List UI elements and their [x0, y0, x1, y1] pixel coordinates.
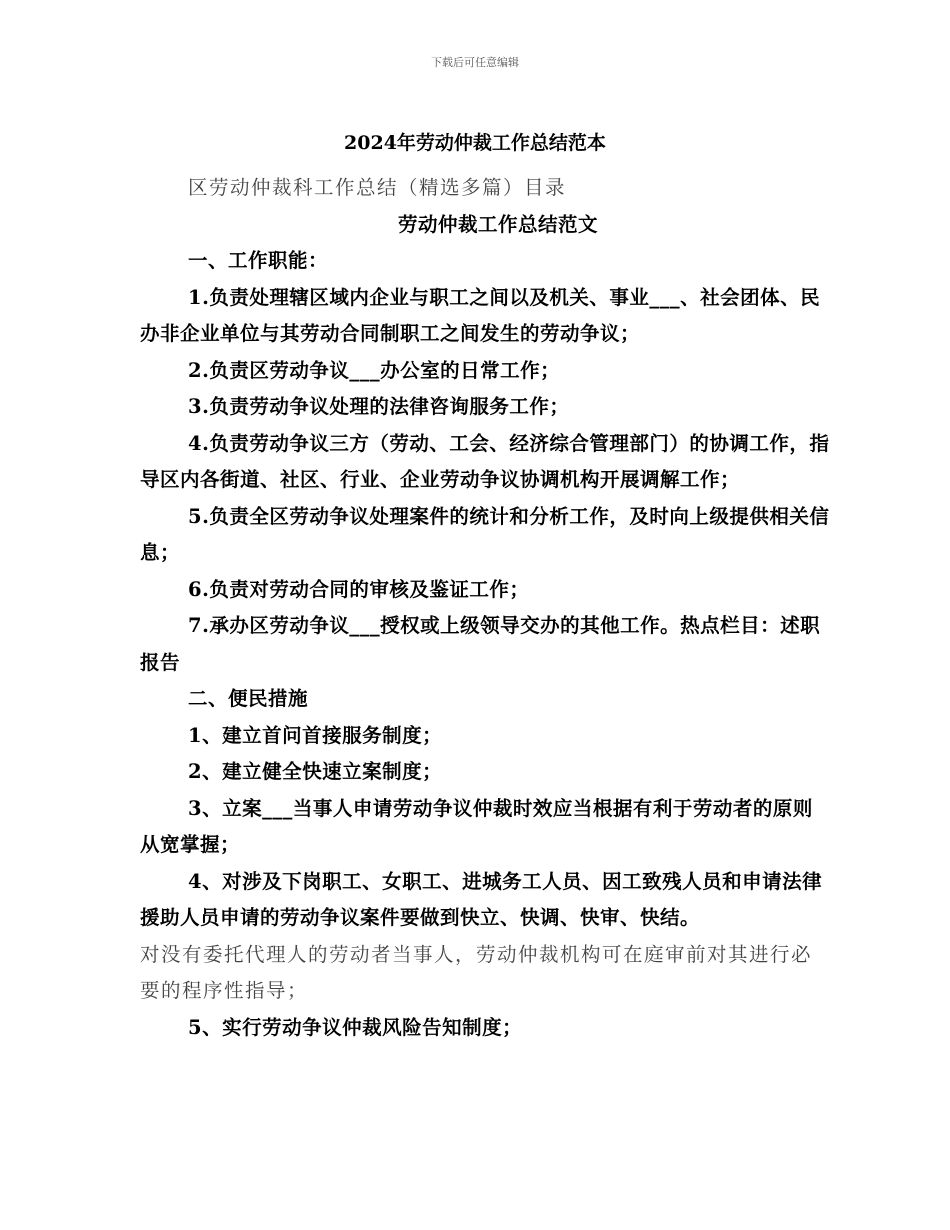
paragraph-measure-4-plain: 对没有委托代理人的劳动者当事人，劳动仲裁机构可在庭审前对其进行必要的程序性指导； — [140, 942, 813, 1002]
section-subtitle: 劳动仲裁工作总结范文 — [397, 212, 598, 236]
paragraph-function-4: 4.负责劳动争议三方（劳动、工会、经济综合管理部门）的协调工作，指导区内各街道、社区、行业、企业劳动争议协调机构开展调解工作； — [140, 431, 830, 491]
paragraph-function-3: 3.负责劳动争议处理的法律咨询服务工作； — [188, 395, 570, 418]
toc-line: 区劳动仲裁科工作总结（精选多篇）目录 — [188, 176, 567, 199]
document-title: 2024年劳动仲裁工作总结范本 — [344, 132, 606, 154]
paragraph-measure-3: 3、立案___当事人申请劳动争议仲裁时效应当根据有利于劳动者的原则从宽掌握； — [140, 796, 813, 856]
paragraph-measure-1: 1、建立首问首接服务制度； — [188, 723, 443, 747]
paragraph-function-5: 5.负责全区劳动争议处理案件的统计和分析工作，及时向上级提供相关信息； — [140, 504, 830, 564]
paragraph-measure-4-bold: 4、对涉及下岗职工、女职工、进城务工人员、因工致残人员和申请法律援助人员申请的劳动争议案件要做到快立、快调、快审、快结。 — [140, 869, 823, 929]
paragraph-measure-2: 2、建立健全快速立案制度； — [188, 760, 443, 783]
paragraph-measure-5: 5、实行劳动争议仲裁风险告知制度； — [188, 1015, 523, 1039]
document-body — [140, 170, 832, 1046]
paragraph-function-6: 6.负责对劳动合同的审核及鉴证工作； — [188, 577, 530, 601]
paragraph-function-2: 2.负责区劳动争议___办公室的日常工作； — [188, 358, 561, 382]
paragraph-function-7: 7.承办区劳动争议___授权或上级领导交办的其他工作。热点栏目：述职报告 — [140, 614, 821, 674]
paragraph-function-1: 1.负责处理辖区域内企业与职工之间以及机关、事业___、社会团体、民办非企业单位与其劳动合同制职工之间发生的劳动争议； — [140, 285, 821, 345]
paragraph-measure-4 — [140, 864, 832, 1010]
section-heading-measures: 二、便民措施 — [188, 687, 309, 710]
page-header-note: 下载后可任意编辑 — [431, 56, 519, 69]
section-heading-functions: 一、工作职能： — [188, 249, 329, 272]
